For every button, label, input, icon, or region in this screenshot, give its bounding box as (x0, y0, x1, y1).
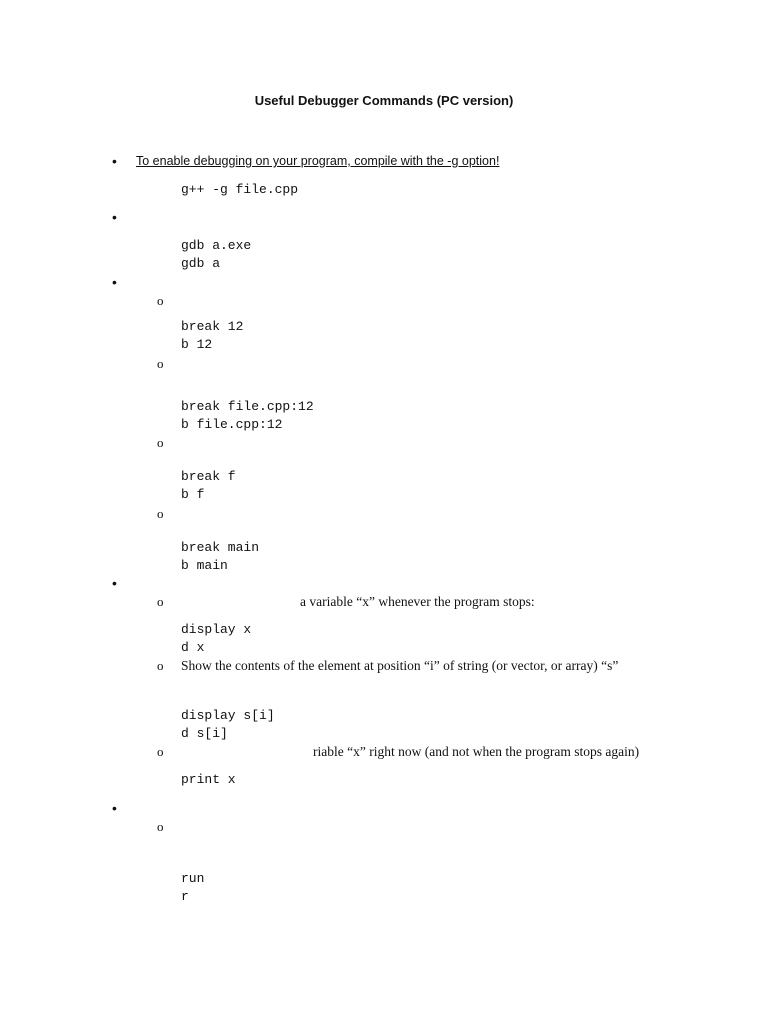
document-title: Useful Debugger Commands (PC version) (254, 93, 514, 108)
code-line: break file.cpp:12 (181, 399, 314, 414)
code-line: b f (181, 486, 205, 502)
code-line: g++ -g file.cpp (181, 182, 299, 197)
bullet-display: • (112, 575, 117, 591)
code-line: d x (181, 639, 205, 655)
sub-bullet-break-function: o (157, 435, 164, 450)
bullet-run: • (112, 800, 117, 816)
code-line: print x (181, 772, 236, 787)
sub-bullet-display-element: o (157, 658, 164, 673)
code-line: display s[i] (181, 708, 275, 723)
sub-bullet-break-file-line: o (157, 356, 164, 371)
sub-bullet-run: o (157, 819, 164, 834)
code-line: break 12 (181, 319, 244, 334)
sub-bullet-print: o (157, 744, 164, 759)
display-element-description: Show the contents of the element at position “i” of string (or vector, or array) “s” (181, 658, 619, 673)
code-line: display x (181, 622, 252, 637)
bullet-compile: • (112, 153, 117, 169)
code-line: gdb a.exe (181, 238, 252, 253)
bullet-breakpoints: • (112, 274, 117, 290)
code-line: break main (181, 540, 260, 555)
code-line: b file.cpp:12 (181, 416, 283, 432)
bullet-start: • (112, 209, 117, 225)
sub-bullet-display-variable: o (157, 594, 164, 609)
print-description: riable “x” right now (and not when the program stops again) (313, 744, 640, 759)
code-line: d s[i] (181, 725, 228, 741)
code-line: run (181, 871, 205, 886)
display-variable-description: a variable “x” whenever the program stops: (300, 594, 535, 609)
sub-bullet-break-line: o (157, 293, 164, 308)
code-line: gdb a (181, 255, 221, 271)
code-line: b main (181, 557, 228, 573)
sub-bullet-break-main: o (157, 506, 164, 521)
code-line: r (181, 888, 189, 904)
code-line: b 12 (181, 336, 213, 352)
code-line: break f (181, 469, 236, 484)
compile-heading: To enable debugging on your program, compile with the -g option! (136, 154, 500, 168)
